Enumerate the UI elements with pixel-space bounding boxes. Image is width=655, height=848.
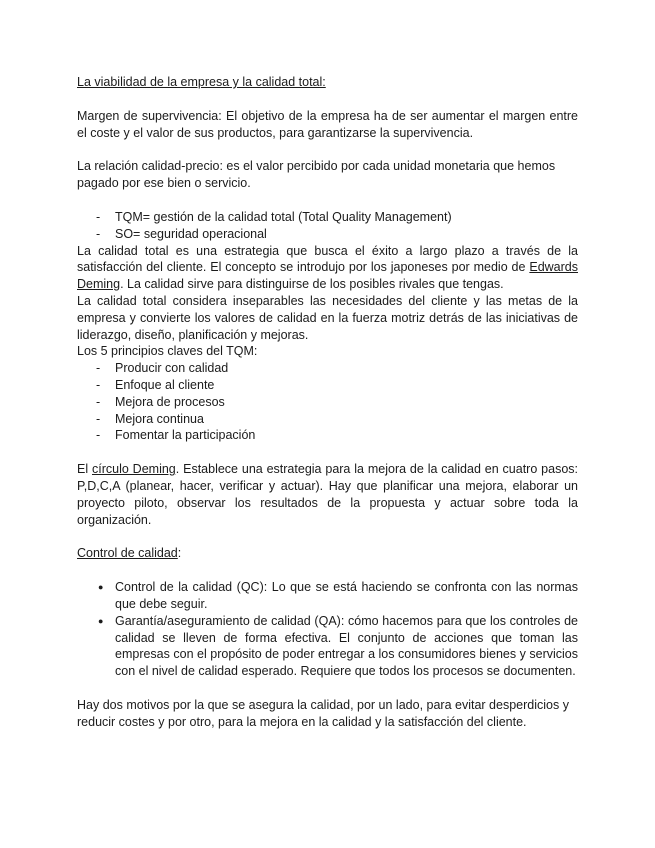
- list-item: - TQM= gestión de la calidad total (Total Quality Management): [96, 209, 452, 224]
- circulo-deming-link[interactable]: círculo Deming: [92, 462, 176, 477]
- paragraph-margen: Margen de supervivencia: El objetivo de la empresa ha de ser aumentar el margen entre el coste y el valor de sus productos, para garantizarse la supervivencia.: [77, 108, 578, 140]
- list-item: ● Garantía/aseguramiento de calidad (QA): cómo hacemos para que los controles de calidad se lleven de forma efectiva. El conjunto de acciones que toman las empresas con el propósito de poder entregar a los consumidores bienes y servicios con el nivel de calidad esperado. Requiere que todos los procesos se documenten.: [98, 613, 578, 679]
- control-heading: Control de calidad:: [77, 546, 182, 561]
- section-title: La viabilidad de la empresa y la calidad total:: [77, 75, 326, 89]
- deming-link[interactable]: Edwards Deming: [77, 260, 578, 292]
- list-item: - Producir con calidad: [96, 361, 229, 376]
- paragraph-inseparables: La calidad total considera inseparables las necesidades del cliente y las metas de la empresa y convierte los valores de calidad en la fuerza motriz detrás de las iniciativas de liderazgo, diseño, planificación y mejoras.: [77, 293, 578, 342]
- paragraph-circulo-deming: El círculo Deming. Establece una estrategia para la mejora de la calidad en cuatro pasos: P,D,C,A (planear, hacer, verificar y actuar). Hay que planificar una mejora, elaborar un proyecto piloto, observar los resultados de la propuesta y actuar sobre toda la organización.: [77, 462, 579, 527]
- list-item: - Enfoque al cliente: [96, 377, 215, 392]
- principles-intro: Los 5 principios claves del TQM:: [77, 344, 258, 359]
- acronym-list: [77, 209, 578, 243]
- paragraph-final: Hay dos motivos por la que se asegura la calidad, por un lado, para evitar desperdicios y reducir costes y por otro, para la mejora en la calidad y la satisfacción del cliente.: [77, 697, 569, 729]
- bullet-icon: ●: [98, 582, 104, 593]
- list-item: - Mejora continua: [96, 411, 204, 426]
- list-item: - Fomentar la participación: [96, 428, 256, 443]
- list-item: - Mejora de procesos: [96, 394, 225, 409]
- principles-list: [77, 360, 578, 444]
- paragraph-relacion: La relación calidad-precio: es el valor percibido por cada unidad monetaria que hemos pagado por ese bien o servicio.: [77, 159, 556, 191]
- list-item: ● Control de la calidad (QC): Lo que se está haciendo se confronta con las normas que debe seguir.: [98, 580, 578, 611]
- bullet-icon: ●: [98, 615, 104, 626]
- control-list: [77, 579, 578, 680]
- paragraph-calidad-total: La calidad total es una estrategia que busca el éxito a largo plazo a través de la satisfacción del cliente. El concepto se introdujo por los japoneses por medio de Edwards Deming. La calidad sirve para distinguirse de los posibles rivales que tengas.: [77, 243, 578, 292]
- list-item: - SO= seguridad operacional: [96, 226, 267, 241]
